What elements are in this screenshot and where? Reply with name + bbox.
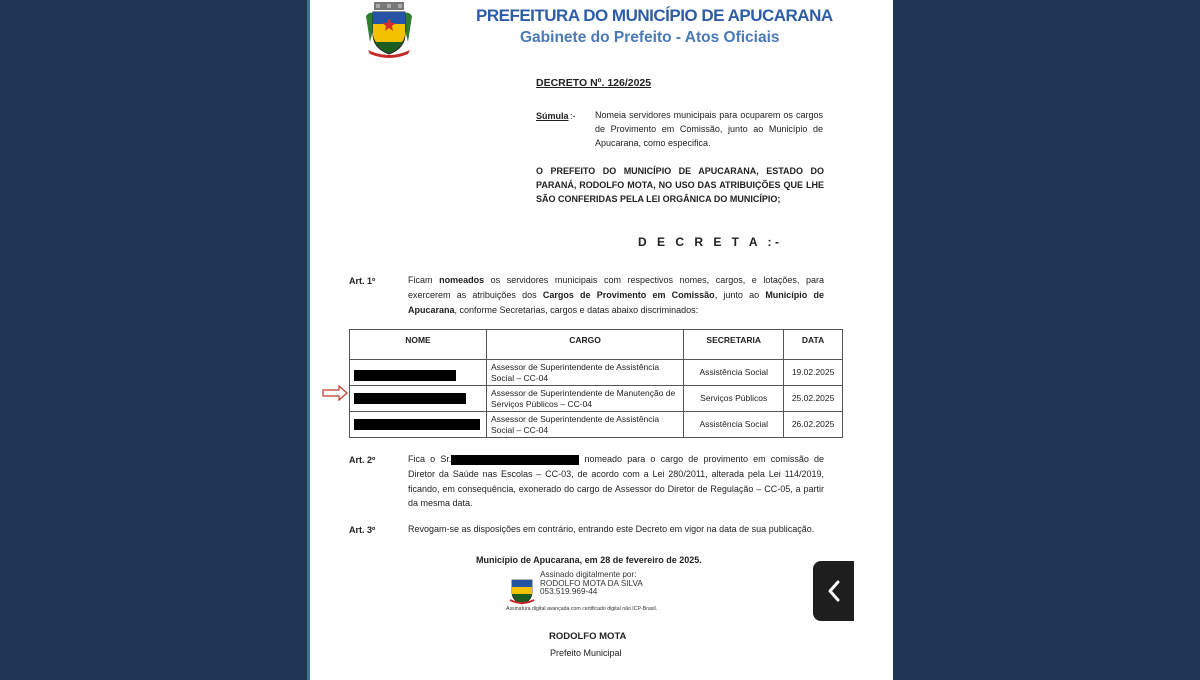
art2-text: Fica o Sr. nomeado para o cargo de provimento em comissão de Diretor da Saúde nas Escolas – CC-03, de acordo com a Lei 280/2011, alterada pela Lei 114/2019, ficando, em consequência, exonerado do cargo de Assessor do Diretor de Regulação – CC-05, a partir da mesma data. [408,454,825,509]
redacted-name-cell [350,360,487,386]
signer-role: Prefeito Municipal [550,648,622,658]
col-nome-header: NOME [350,330,487,360]
nominations-table [349,329,843,438]
closing-date-line: Município de Apucarana, em 28 de fevereiro de 2025. [476,555,702,565]
signature-line-3: 053.519.969-44 [540,587,598,596]
collapse-panel-button[interactable] [813,561,854,621]
redaction-bar [354,419,480,430]
right-arrow-icon [322,384,348,402]
data-cell: 19.02.2025 [784,360,843,386]
redaction-bar [354,370,456,381]
document-page [307,0,893,680]
art2-label: Art. 2º [349,455,376,465]
signature-note: Assinatura digital avançada com certificado digital não ICP-Brasil. [506,606,658,612]
signature-seal-icon [508,576,536,606]
sumula-text: Nomeia servidores municipais para ocuparem os cargos de Provimento em Comissão, junto ao Município de Apucarana, como especifica. [595,110,823,148]
cargo-cell: Assessor de Superintendente de Assistência Social – CC-04 [486,412,683,438]
decreta-heading: D E C R E T A :- [638,235,783,249]
decree-title: DECRETO Nº. 126/2025 [536,77,652,89]
sumula-label-suffix: :- [570,111,576,121]
table-row [350,386,843,412]
data-cell: 26.02.2025 [784,412,843,438]
signer-name: RODOLFO MOTA [549,631,627,642]
table-row [350,360,843,386]
header-title: PREFEITURA DO MUNICÍPIO DE APUCARANA [476,6,833,25]
secretaria-cell: Assistência Social [684,412,784,438]
digital-signature-block [540,571,643,597]
col-data-header: DATA [784,330,843,360]
municipal-coat-of-arms-icon [362,2,416,60]
header-subtitle: Gabinete do Prefeito - Atos Oficiais [520,29,780,46]
table-header-row [350,330,843,360]
cargo-cell: Assessor de Superintendente de Assistência Social – CC-04 [486,360,683,386]
art1-label: Art. 1º [349,276,376,286]
chevron-left-icon [826,579,842,603]
redacted-name-cell [350,386,487,412]
secretaria-cell: Serviços Públicos [684,386,784,412]
art3-label: Art. 3º [349,525,376,535]
sumula-label: Súmula [536,111,569,121]
col-cargo-header: CARGO [486,330,683,360]
art1-text: Ficam nomeados os servidores municipais com respectivos nomes, cargos, e lotações, para exercerem as atribuições dos Cargos de Provimento em Comissão, junto ao Município de Apucarana, conforme Secretarias, cargos e datas abaixo discriminados: [408,275,825,315]
col-secretaria-header: SECRETARIA [684,330,784,360]
signature-line-2: RODOLFO MOTA DA SILVA [540,578,643,588]
data-cell: 25.02.2025 [784,386,843,412]
redaction-bar [451,455,579,465]
signature-line-1: Assinado digitalmente por: [540,570,637,579]
cargo-cell: Assessor de Superintendente de Manutenção de Serviços Públicos – CC-04 [486,386,683,412]
preamble: O PREFEITO DO MUNICÍPIO DE APUCARANA, ESTADO DO PARANÁ, RODOLFO MOTA, NO USO DAS ATRIBUIÇÕES QUE LHE SÃO CONFERIDAS PELA LEI ORGÂNICA DO MUNICÍPIO; [536,166,824,204]
table-row [350,412,843,438]
redacted-name-cell [350,412,487,438]
art3-text: Revogam-se as disposições em contrário, entrando este Decreto em vigor na data de sua publicação. [408,524,815,534]
redaction-bar [354,393,466,404]
secretaria-cell: Assistência Social [684,360,784,386]
